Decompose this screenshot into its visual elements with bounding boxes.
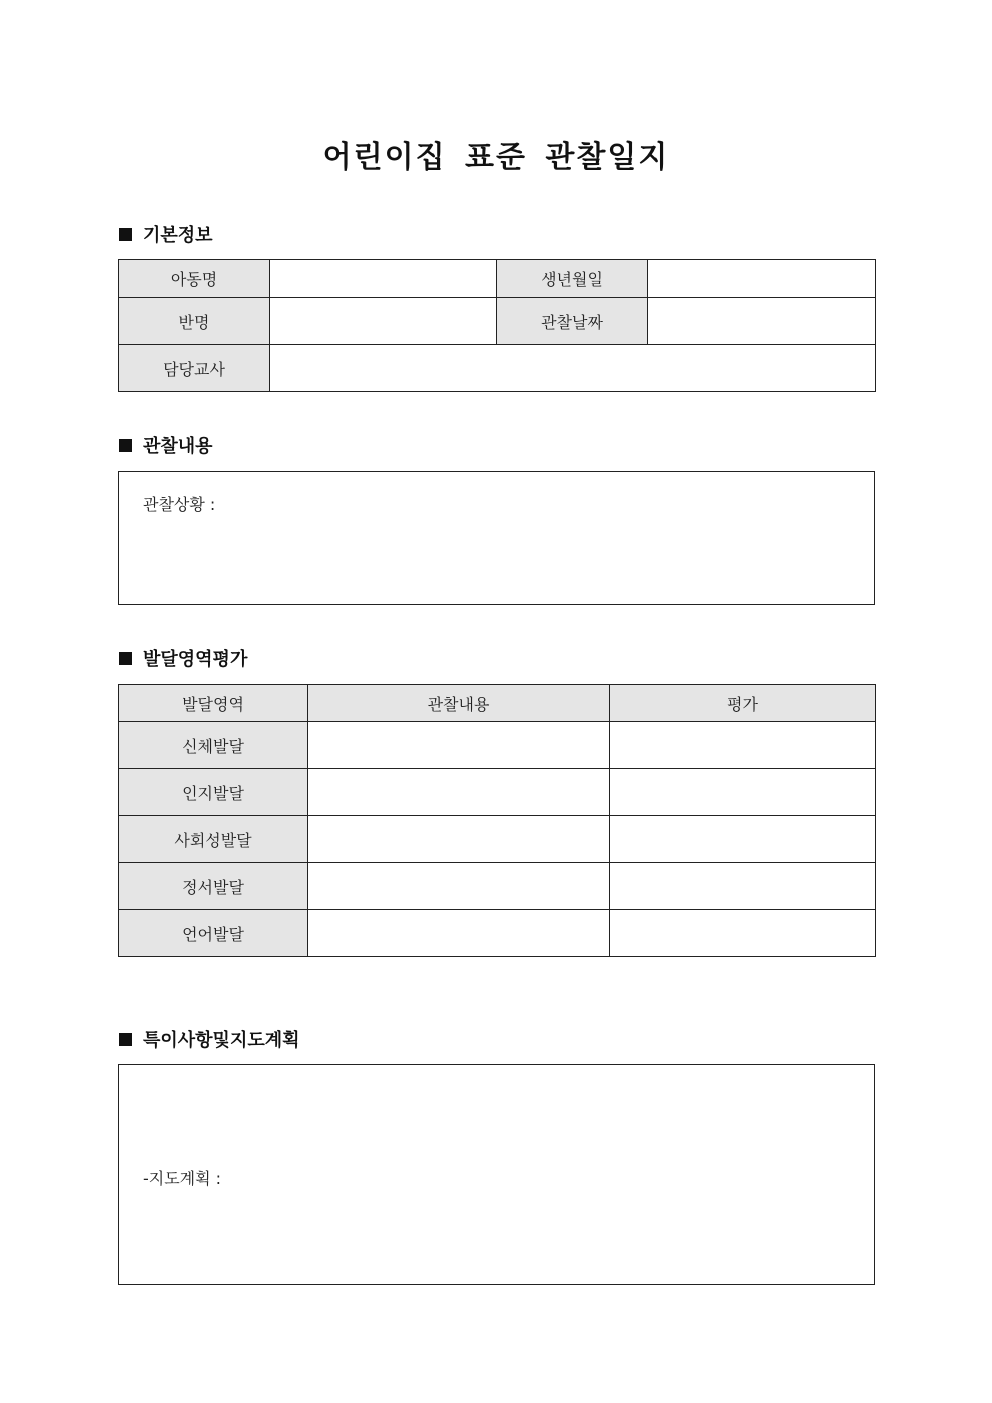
observation-box[interactable] (118, 471, 875, 605)
class-name-label: 반명 (119, 298, 270, 345)
birth-date-field[interactable] (648, 260, 876, 298)
evaluation-cell-emotional[interactable] (610, 863, 876, 910)
development-heading (119, 646, 247, 670)
observation-heading (119, 433, 213, 457)
content-cell-emotional[interactable] (308, 863, 610, 910)
child-name-field[interactable] (270, 260, 497, 298)
observation-date-label: 관찰날짜 (497, 298, 648, 345)
evaluation-cell-physical[interactable] (610, 722, 876, 769)
table-row (119, 722, 876, 769)
observation-situation-label: 관찰상황 : (143, 495, 216, 514)
basic-info-heading-text: 기본정보 (143, 225, 213, 246)
birth-date-label: 생년월일 (497, 260, 648, 298)
area-label-physical: 신체발달 (119, 722, 308, 769)
table-header-row (119, 685, 876, 722)
child-name-label: 아동명 (119, 260, 270, 298)
development-heading-text: 발달영역평가 (143, 649, 248, 670)
evaluation-cell-cognitive[interactable] (610, 769, 876, 816)
table-row (119, 298, 876, 345)
evaluation-cell-language[interactable] (610, 910, 876, 957)
guidance-plan-label: -지도계획 : (143, 1169, 222, 1188)
table-row (119, 769, 876, 816)
square-bullet-icon (119, 228, 132, 241)
column-header-evaluation: 평가 (610, 685, 876, 722)
class-name-field[interactable] (270, 298, 497, 345)
basic-info-table (118, 259, 876, 392)
column-header-content: 관찰내용 (308, 685, 610, 722)
table-row (119, 816, 876, 863)
evaluation-cell-social[interactable] (610, 816, 876, 863)
area-label-social: 사회성발달 (119, 816, 308, 863)
basic-info-heading (119, 222, 213, 246)
development-table (118, 684, 876, 957)
observation-heading-text: 관찰내용 (143, 436, 213, 457)
area-label-cognitive: 인지발달 (119, 769, 308, 816)
teacher-field[interactable] (270, 345, 876, 392)
square-bullet-icon (119, 1033, 132, 1046)
table-row (119, 863, 876, 910)
notes-box[interactable] (118, 1064, 875, 1285)
observation-date-field[interactable] (648, 298, 876, 345)
content-cell-cognitive[interactable] (308, 769, 610, 816)
column-header-area: 발달영역 (119, 685, 308, 722)
table-row (119, 345, 876, 392)
teacher-label: 담당교사 (119, 345, 270, 392)
content-cell-physical[interactable] (308, 722, 610, 769)
notes-heading (119, 1027, 300, 1051)
table-row (119, 260, 876, 298)
content-cell-language[interactable] (308, 910, 610, 957)
content-cell-social[interactable] (308, 816, 610, 863)
area-label-emotional: 정서발달 (119, 863, 308, 910)
notes-heading-text: 특이사항및지도계획 (143, 1030, 300, 1051)
area-label-language: 언어발달 (119, 910, 308, 957)
table-row (119, 910, 876, 957)
page-title: 어린이집 표준 관찰일지 (322, 140, 670, 175)
square-bullet-icon (119, 439, 132, 452)
square-bullet-icon (119, 652, 132, 665)
